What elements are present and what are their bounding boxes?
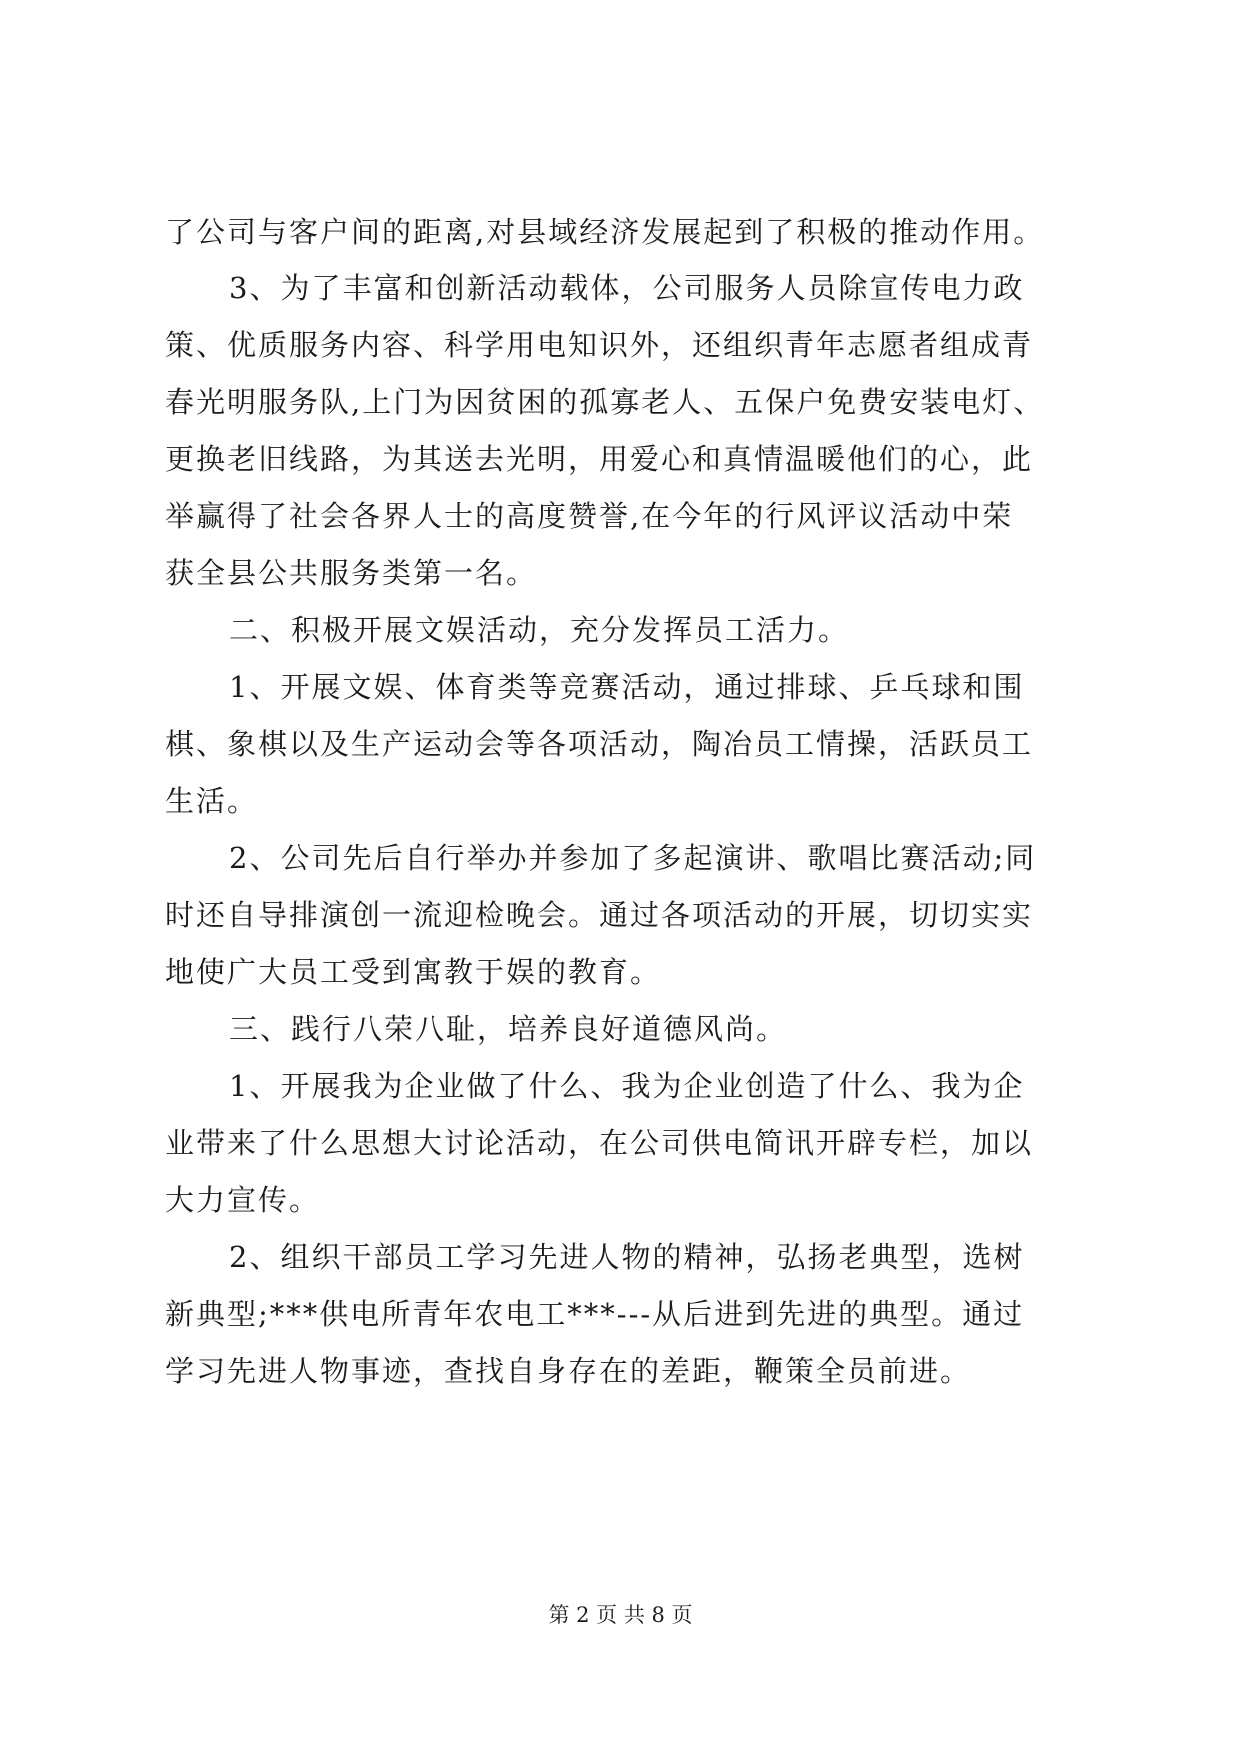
- section-heading: 二、积极开展文娱活动，充分发挥员工活力。: [229, 613, 850, 647]
- text-line: 生活。: [165, 784, 259, 818]
- page-number-footer: 第 2 页 共 8 页: [548, 1603, 693, 1627]
- text-line: 1、开展我为企业做了什么、我为企业创造了什么、我为企: [229, 1069, 1025, 1103]
- text-line: 获全县公共服务类第一名。: [165, 556, 538, 590]
- text-line: 1、开展文娱、体育类等竞赛活动，通过排球、乒乓球和围: [229, 670, 1025, 704]
- text-line: 3、为了丰富和创新活动载体，公司服务人员除宣传电力政: [229, 271, 1025, 305]
- text-line: 2、公司先后自行举办并参加了多起演讲、歌唱比赛活动;同: [229, 841, 1037, 875]
- text-line: 业带来了什么思想大讨论活动，在公司供电简讯开辟专栏，加以: [165, 1126, 1034, 1160]
- text-line: 春光明服务队,上门为因贫困的孤寡老人、五保户免费安装电灯、: [165, 385, 1045, 419]
- text-line: 棋、象棋以及生产运动会等各项活动，陶冶员工情操，活跃员工: [165, 727, 1034, 761]
- text-line: 举赢得了社会各界人士的高度赞誉,在今年的行风评议活动中荣: [165, 499, 1014, 533]
- text-line: 地使广大员工受到寓教于娱的教育。: [165, 955, 662, 989]
- text-line: 更换老旧线路，为其送去光明，用爱心和真情温暖他们的心，此: [165, 442, 1034, 476]
- text-line: 时还自导排演创一流迎检晚会。通过各项活动的开展，切切实实: [165, 898, 1034, 932]
- text-line: 大力宣传。: [165, 1183, 321, 1217]
- text-line: 策、优质服务内容、科学用电知识外，还组织青年志愿者组成青: [165, 328, 1034, 362]
- text-line: 2、组织干部员工学习先进人物的精神，弘扬老典型，选树: [229, 1240, 1025, 1274]
- text-line: 新典型;***供电所青年农电工***---从后进到先进的典型。通过: [165, 1297, 1025, 1331]
- section-heading: 三、践行八荣八耻，培养良好道德风尚。: [229, 1012, 788, 1046]
- text-line: 学习先进人物事迹，查找自身存在的差距，鞭策全员前进。: [165, 1354, 972, 1388]
- text-line: 了公司与客户间的距离,对县域经济发展起到了积极的推动作用。: [165, 215, 1045, 249]
